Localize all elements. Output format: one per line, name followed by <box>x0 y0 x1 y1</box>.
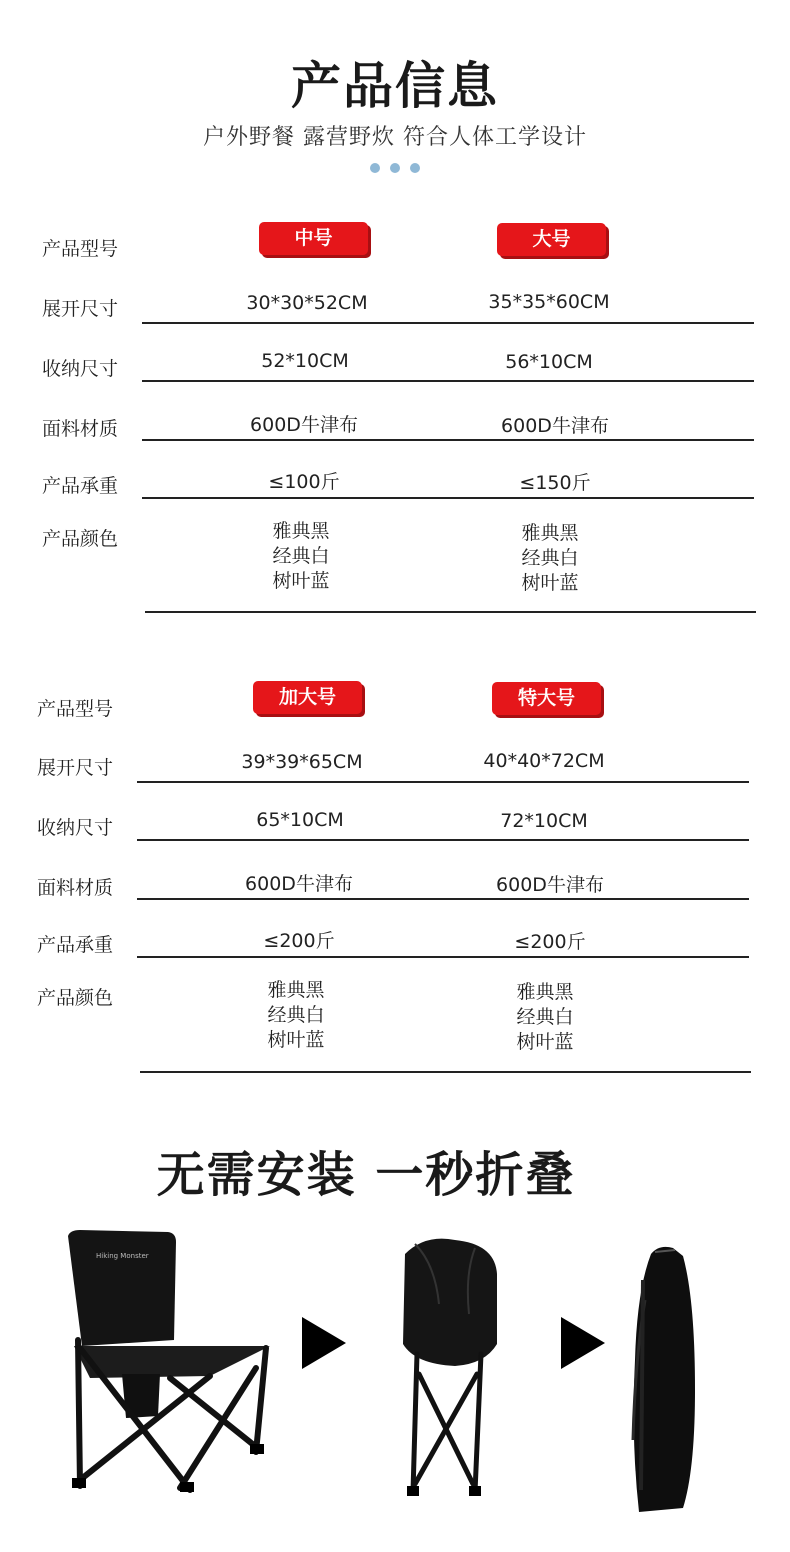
color-option: 雅典黑 <box>521 522 579 544</box>
page-title: 产品信息 <box>291 57 499 115</box>
value-colors <box>445 980 645 1055</box>
value-colors <box>196 978 396 1053</box>
color-option: 雅典黑 <box>272 520 330 542</box>
label-material: 面料材质 <box>37 877 114 899</box>
size-badge-xl: 加大号 <box>253 681 362 714</box>
dot-icon <box>370 163 380 173</box>
row-divider <box>137 839 749 841</box>
value-load: ≤200斤 <box>263 930 335 952</box>
color-option: 树叶蓝 <box>521 572 579 594</box>
label-material: 面料材质 <box>42 418 119 440</box>
value-unfolded: 35*35*60CM <box>488 291 610 313</box>
chair-brand-text: Hiking Monster <box>96 1252 149 1260</box>
color-option: 雅典黑 <box>267 979 325 1001</box>
value-unfolded: 40*40*72CM <box>483 750 605 772</box>
size-badge-large: 大号 <box>497 223 606 256</box>
value-material: 600D牛津布 <box>250 414 358 436</box>
arrow-right-icon <box>561 1317 605 1369</box>
label-load: 产品承重 <box>42 475 119 497</box>
row-divider <box>142 439 754 441</box>
row-divider <box>142 380 754 382</box>
value-colors <box>450 521 650 596</box>
value-unfolded: 39*39*65CM <box>241 751 363 773</box>
row-divider <box>137 781 749 783</box>
page-subtitle: 户外野餐 露营野炊 符合人体工学设计 <box>203 125 587 150</box>
value-load: ≤150斤 <box>519 472 591 494</box>
color-option: 经典白 <box>516 1006 574 1028</box>
row-divider <box>145 611 756 613</box>
row-divider <box>142 497 754 499</box>
label-stored: 收纳尺寸 <box>37 817 114 839</box>
label-stored: 收纳尺寸 <box>42 358 119 380</box>
chair-unfolded-image <box>60 1228 280 1508</box>
value-unfolded: 30*30*52CM <box>246 292 368 314</box>
arrow-right-icon <box>302 1317 346 1369</box>
row-divider <box>137 956 749 958</box>
label-unfolded: 展开尺寸 <box>37 757 114 779</box>
label-model: 产品型号 <box>42 238 119 260</box>
decor-dots <box>0 158 790 177</box>
label-model: 产品型号 <box>37 698 114 720</box>
value-colors <box>201 519 401 594</box>
value-material: 600D牛津布 <box>501 415 609 437</box>
value-stored: 52*10CM <box>261 350 349 372</box>
value-load: ≤100斤 <box>268 471 340 493</box>
dot-icon <box>390 163 400 173</box>
value-stored: 65*10CM <box>256 809 344 831</box>
value-material: 600D牛津布 <box>245 873 353 895</box>
chair-folding-image <box>385 1234 515 1504</box>
value-material: 600D牛津布 <box>496 874 604 896</box>
storage-bag-image <box>625 1240 705 1520</box>
color-option: 树叶蓝 <box>516 1031 574 1053</box>
color-option: 经典白 <box>272 545 330 567</box>
value-load: ≤200斤 <box>514 931 586 953</box>
row-divider <box>137 898 749 900</box>
size-badge-medium: 中号 <box>259 222 368 255</box>
size-badge-xxl: 特大号 <box>492 682 601 715</box>
color-option: 经典白 <box>521 547 579 569</box>
color-option: 树叶蓝 <box>272 570 330 592</box>
label-color: 产品颜色 <box>42 528 119 550</box>
value-stored: 56*10CM <box>505 351 593 373</box>
label-unfolded: 展开尺寸 <box>42 298 119 320</box>
color-option: 树叶蓝 <box>267 1029 325 1051</box>
value-stored: 72*10CM <box>500 810 588 832</box>
color-option: 雅典黑 <box>516 981 574 1003</box>
fold-section-title: 无需安装 一秒折叠 <box>156 1147 576 1203</box>
color-option: 经典白 <box>267 1004 325 1026</box>
label-color: 产品颜色 <box>37 987 114 1009</box>
dot-icon <box>410 163 420 173</box>
row-divider <box>142 322 754 324</box>
row-divider <box>140 1071 751 1073</box>
label-load: 产品承重 <box>37 934 114 956</box>
